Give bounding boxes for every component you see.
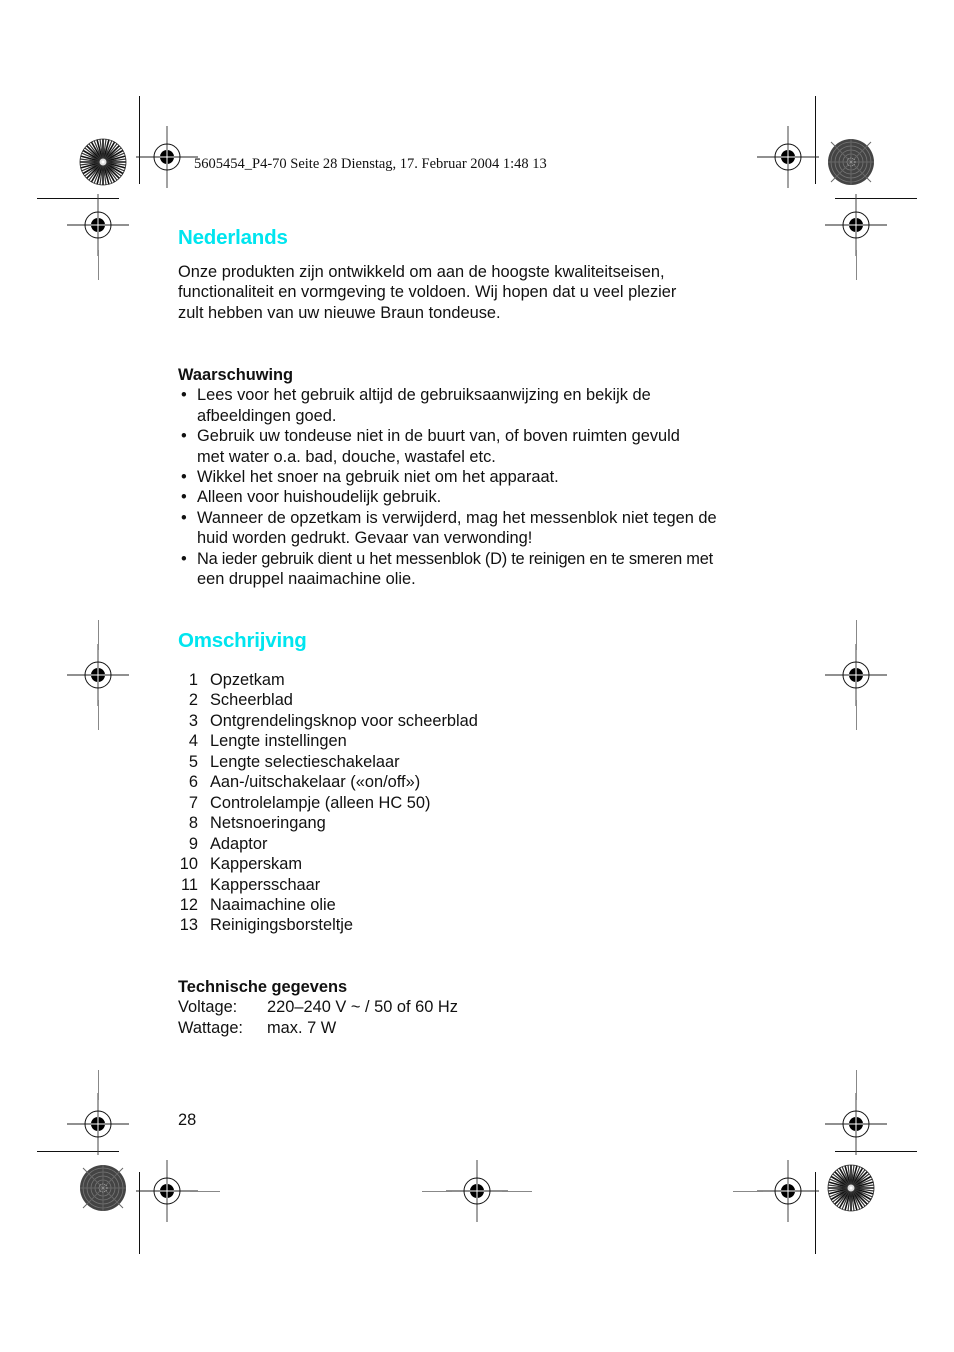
part-label: Reinigingsborsteltje — [210, 916, 354, 935]
part-label: Ontgrendelingsknop voor scheerblad — [210, 711, 478, 730]
parts-list-item — [178, 690, 478, 710]
parts-list — [178, 670, 478, 936]
crosshair-target-icon — [825, 644, 887, 706]
part-number: 7 — [188, 793, 198, 812]
warning-item — [178, 508, 778, 549]
reg-guide — [856, 620, 857, 650]
warning-item-line: Na ieder gebruik dient u het messenblok (D) te reinigen en te smeren met — [197, 549, 713, 568]
starburst-icon — [79, 138, 127, 186]
part-number: 13 — [179, 916, 198, 935]
voltage-label: Voltage: — [178, 998, 238, 1017]
parts-list-item — [178, 854, 478, 874]
reg-guide — [98, 1070, 99, 1100]
crosshair-target-icon — [67, 1093, 129, 1155]
reg-guide — [856, 700, 857, 730]
part-label: Lengte instellingen — [210, 732, 347, 751]
warning-list — [178, 385, 778, 589]
reg-guide — [98, 700, 99, 730]
reg-guide — [98, 250, 99, 280]
parts-list-item — [178, 915, 478, 935]
warning-block — [178, 365, 778, 589]
part-label: Kappersschaar — [210, 875, 321, 894]
part-number: 6 — [188, 773, 198, 792]
crosshair-target-icon — [825, 194, 887, 256]
parts-list-item — [178, 670, 478, 690]
parts-list-item — [178, 875, 478, 895]
warning-item — [178, 487, 778, 507]
intro-paragraph — [178, 262, 778, 323]
moire-circle-icon — [827, 138, 875, 186]
crosshair-target-icon — [825, 1093, 887, 1155]
reg-guide — [733, 1191, 763, 1192]
parts-list-item — [178, 752, 478, 772]
reg-guide — [502, 1191, 532, 1192]
crosshair-target-icon — [67, 644, 129, 706]
warning-item-line: huid worden gedrukt. Gevaar van verwonding! — [197, 529, 533, 548]
part-number: 4 — [188, 732, 198, 751]
page-number: 28 — [178, 1111, 197, 1129]
starburst-icon — [827, 1164, 875, 1212]
part-label: Aan-/uitschakelaar («on/off») — [210, 773, 421, 792]
parts-list-item — [178, 813, 478, 833]
part-number: 8 — [188, 814, 198, 833]
print-slug: 5605454_P4-70 Seite 28 Dienstag, 17. Februar 2004 1:48 13 — [194, 156, 547, 172]
reg-guide — [422, 1191, 452, 1192]
section-title-omschrijving: Omschrijving — [178, 629, 307, 652]
crosshair-target-icon — [757, 126, 819, 188]
part-number: 1 — [188, 671, 198, 689]
bullet-icon: • — [181, 488, 187, 507]
parts-list-item — [178, 793, 478, 813]
intro-line: functionaliteit en vormgeving te voldoen. Wij hopen dat u veel plezier — [178, 283, 677, 302]
part-label: Controlelampje (alleen HC 50) — [210, 793, 431, 812]
reg-guide — [856, 1070, 857, 1100]
part-number: 10 — [179, 855, 198, 874]
voltage-value: 220–240 V ~ / 50 of 60 Hz — [267, 998, 458, 1017]
reg-guide — [98, 620, 99, 650]
part-number: 2 — [188, 691, 198, 710]
part-number: 5 — [188, 752, 198, 771]
technical-heading: Technische gegevens — [178, 978, 348, 996]
warning-item-line: Wikkel het snoer na gebruik niet om het apparaat. — [197, 468, 559, 487]
reg-guide — [856, 250, 857, 280]
wattage-label: Wattage: — [178, 1018, 243, 1037]
section-title-nederlands: Nederlands — [178, 226, 288, 249]
bullet-icon: • — [181, 427, 187, 446]
warning-item-line: Gebruik uw tondeuse niet in de buurt van, of boven ruimten gevuld — [197, 427, 680, 446]
part-label: Netsnoeringang — [210, 814, 326, 833]
crosshair-target-icon — [136, 126, 198, 188]
parts-list-item — [178, 895, 478, 915]
part-number: 12 — [179, 895, 198, 914]
technical-data — [178, 977, 458, 1038]
part-label: Scheerblad — [210, 691, 293, 710]
warning-item — [178, 549, 778, 590]
moire-circle-icon — [79, 1164, 127, 1212]
bullet-icon: • — [181, 468, 187, 487]
part-number: 9 — [188, 834, 198, 853]
warning-item — [178, 467, 778, 487]
bullet-icon: • — [181, 549, 187, 568]
bullet-icon: • — [181, 508, 187, 527]
reg-guide — [190, 1191, 220, 1192]
wattage-value: max. 7 W — [267, 1018, 337, 1037]
parts-list-item — [178, 834, 478, 854]
warning-item-line: Alleen voor huishoudelijk gebruik. — [197, 488, 442, 507]
parts-list-item — [178, 772, 478, 792]
crosshair-target-icon — [757, 1160, 819, 1222]
parts-list-item — [178, 731, 478, 751]
technical-row — [178, 997, 458, 1017]
warning-item-line: afbeeldingen goed. — [197, 406, 337, 425]
part-label: Kapperskam — [210, 855, 303, 874]
warning-item-line: Wanneer de opzetkam is verwijderd, mag het messenblok niet tegen de — [197, 508, 717, 527]
technical-row — [178, 1018, 458, 1038]
part-label: Lengte selectieschakelaar — [210, 752, 400, 771]
intro-line: Onze produkten zijn ontwikkeld om aan de hoogste kwaliteitseisen, — [178, 263, 665, 281]
warning-heading: Waarschuwing — [178, 366, 294, 384]
bullet-icon: • — [181, 386, 187, 405]
crosshair-target-icon — [446, 1160, 508, 1222]
part-number: 11 — [180, 875, 198, 894]
part-label: Opzetkam — [210, 671, 285, 689]
parts-list-item — [178, 711, 478, 731]
warning-item — [178, 426, 778, 467]
warning-item-line: met water o.a. bad, douche, wastafel etc. — [197, 447, 496, 466]
warning-item-line: een druppel naaimachine olie. — [197, 570, 416, 589]
intro-line: zult hebben van uw nieuwe Braun tondeuse. — [178, 303, 501, 322]
part-label: Adaptor — [210, 834, 268, 853]
part-number: 3 — [188, 711, 198, 730]
warning-item — [178, 385, 778, 426]
crosshair-target-icon — [136, 1160, 198, 1222]
crosshair-target-icon — [67, 194, 129, 256]
part-label: Naaimachine olie — [210, 895, 336, 914]
warning-item-line: Lees voor het gebruik altijd de gebruiksaanwijzing en bekijk de — [197, 386, 651, 405]
